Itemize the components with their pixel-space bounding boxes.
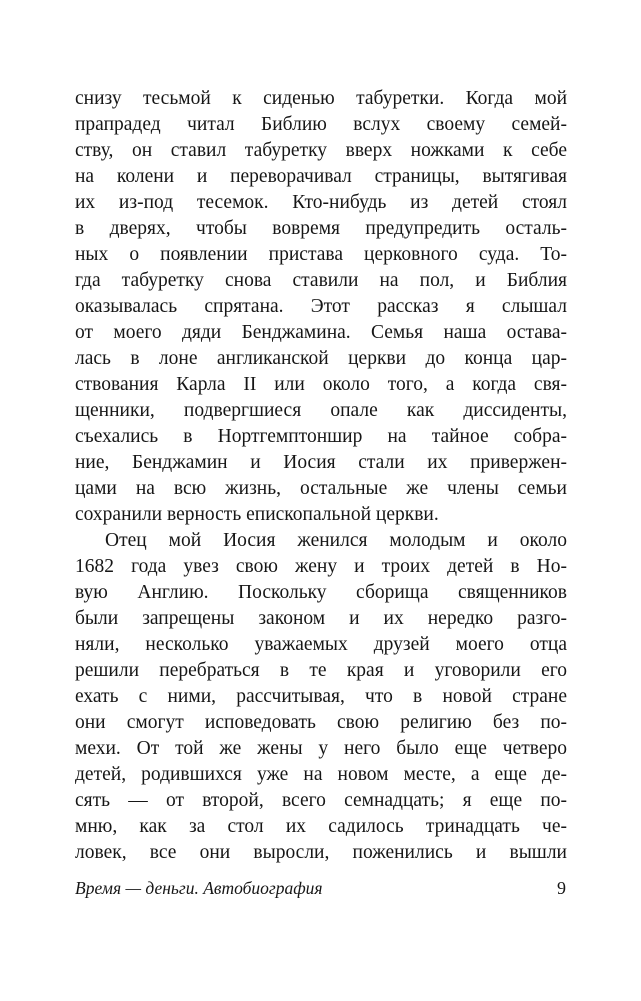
text-line: мню, как за стол их садилось тринадцать че-: [75, 816, 567, 837]
text-line: ехать с ними, рассчитывая, что в новой стране: [75, 686, 567, 707]
text-line: мехи. От той же жены у него было еще четверо: [75, 738, 567, 759]
text-line: ствования Карла II или около того, а когда свя-: [75, 374, 567, 395]
text-line: гда табуретку снова ставили на пол, и Библия: [75, 270, 567, 291]
text-line: съехались в Нортгемптоншир на тайное собра-: [75, 426, 567, 447]
text-line: решили перебраться в те края и уговорили его: [75, 660, 567, 681]
text-line: были запрещены законом и их нередко разго-: [75, 608, 567, 629]
text-line: от моего дяди Бенджамина. Семья наша остава-: [75, 322, 567, 343]
text-line: ловек, все они выросли, поженились и вышли: [75, 842, 567, 863]
text-line: их из-под тесемок. Кто-нибудь из детей стоял: [75, 192, 567, 213]
text-line: Отец мой Иосия женился молодым и около: [105, 530, 567, 551]
paragraph: [75, 86, 567, 528]
text-line: вую Англию. Поскольку сборища священников: [75, 582, 567, 603]
text-line: оказывалась спрятана. Этот рассказ я слышал: [75, 296, 567, 317]
text-line: няли, несколько уважаемых друзей моего отца: [75, 634, 567, 655]
text-line: детей, родившихся уже на новом месте, а еще де-: [75, 764, 567, 785]
paragraph: [75, 528, 567, 866]
text-line: 1682 года увез свою жену и троих детей в Но-: [75, 556, 567, 577]
page-number: 9: [557, 878, 566, 898]
text-line: снизу тесьмой к сиденью табуретки. Когда мой: [75, 88, 567, 109]
text-line: ных о появлении пристава церковного суда. То-: [75, 244, 567, 265]
page-footer: [75, 878, 566, 899]
text-line: в дверях, чтобы вовремя предупредить осталь-: [75, 218, 567, 239]
text-line: лась в лоне англиканской церкви до конца цар-: [75, 348, 567, 369]
text-line: ние, Бенджамин и Иосия стали их привержен-: [75, 452, 567, 473]
text-line: они смогут исповедовать свою религию без по-: [75, 712, 567, 733]
text-line: сять — от второй, всего семнадцать; я еще по-: [75, 790, 567, 811]
text-line: ству, он ставил табуретку вверх ножками к себе: [75, 140, 567, 161]
text-line: сохранили верность епископальной церкви.: [75, 504, 439, 525]
text-line: цами на всю жизнь, остальные же члены семьи: [75, 478, 567, 499]
text-line: на колени и переворачивал страницы, вытягивая: [75, 166, 567, 187]
text-line: прапрадед читал Библию вслух своему семей-: [75, 114, 567, 135]
running-title: Время — деньги. Автобиография: [75, 878, 323, 898]
text-line: щенники, подвергшиеся опале как диссиденты,: [75, 400, 567, 421]
page-text: [75, 86, 567, 866]
